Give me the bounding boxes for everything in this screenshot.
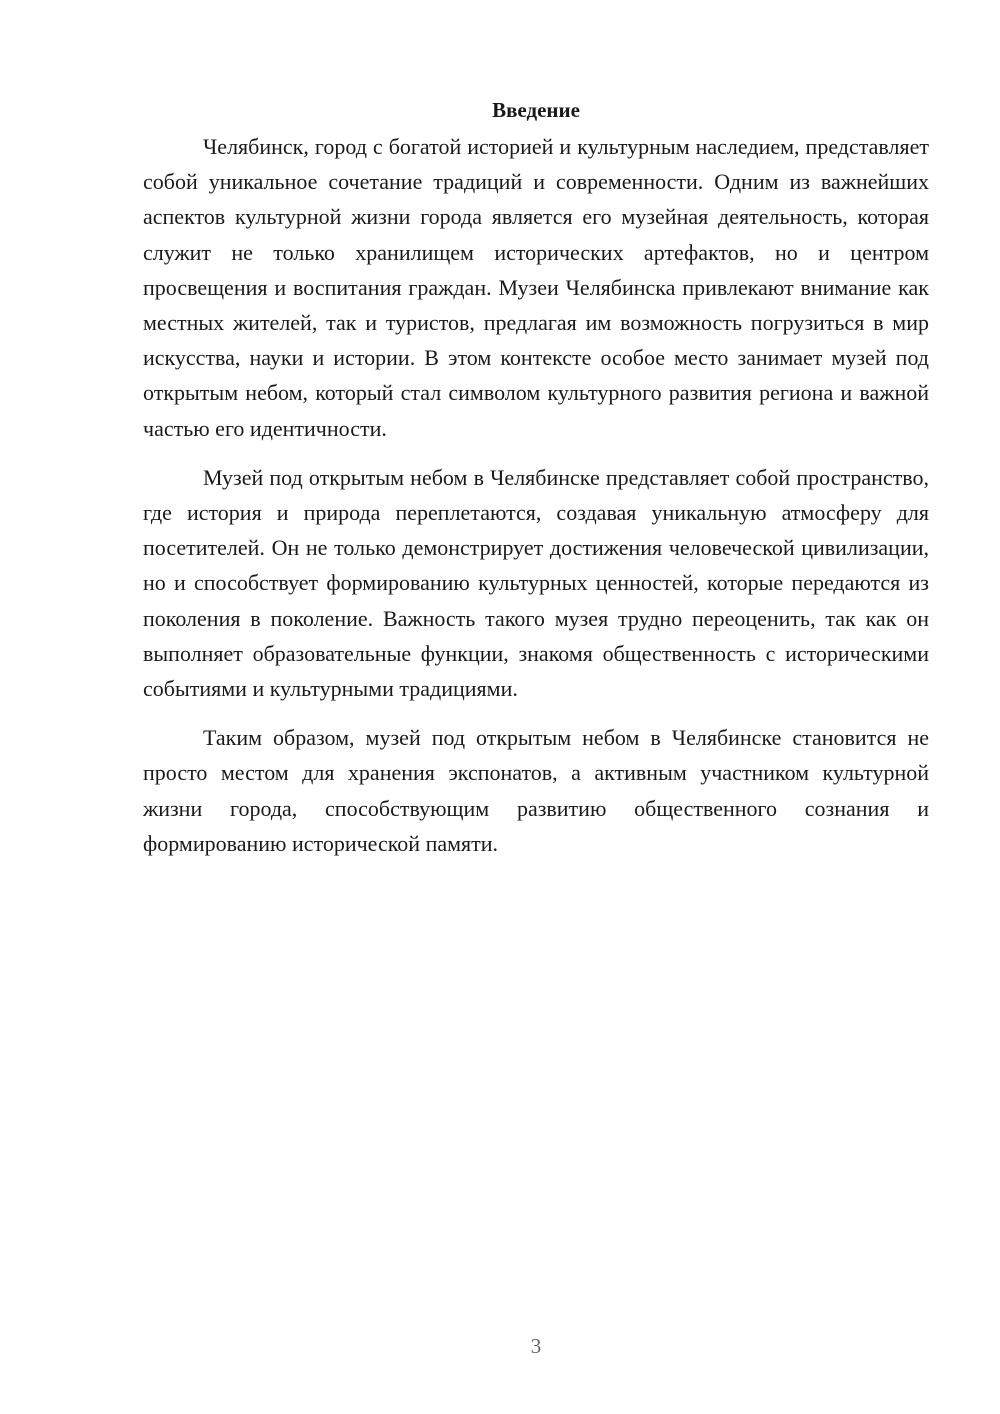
page-content [143,95,929,875]
paragraph-3: Таким образом, музей под открытым небом в Челябинске становится не просто местом для хранения экспонатов, а активным участником культурной жизни города, способствующим развитию общественного сознания и формированию исторической памяти. [143,725,929,856]
paragraph-2: Музей под открытым небом в Челябинске представляет собой пространство, где история и природа переплетаются, создавая уникальную атмосферу для посетителей. Он не только демонстрирует достижения человеческой цивилизации, но и способствует формированию культурных ценностей, которые передаются из поколения в поколение. Важность такого музея трудно переоценить, так как он выполняет образовательные функции, знакомя общественность с историческими событиями и культурными традициями. [143,464,929,702]
section-title: Введение [492,98,580,122]
paragraph-1: Челябинск, город с богатой историей и культурным наследием, представляет собой уникальное сочетание традиций и современности. Одним из важнейших аспектов культурной жизни города является его музейная деятельность, которая служит не только хранилищем исторических артефактов, но и центром просвещения и воспитания граждан. Музеи Челябинска привлекают внимание как местных жителей, так и туристов, предлагая им возможность погрузиться в мир искусства, науки и истории. В этом контексте особое место занимает музей под открытым небом, который стал символом культурного развития региона и важной частью его идентичности. [143,134,929,441]
page-number: 3 [530,1334,542,1358]
